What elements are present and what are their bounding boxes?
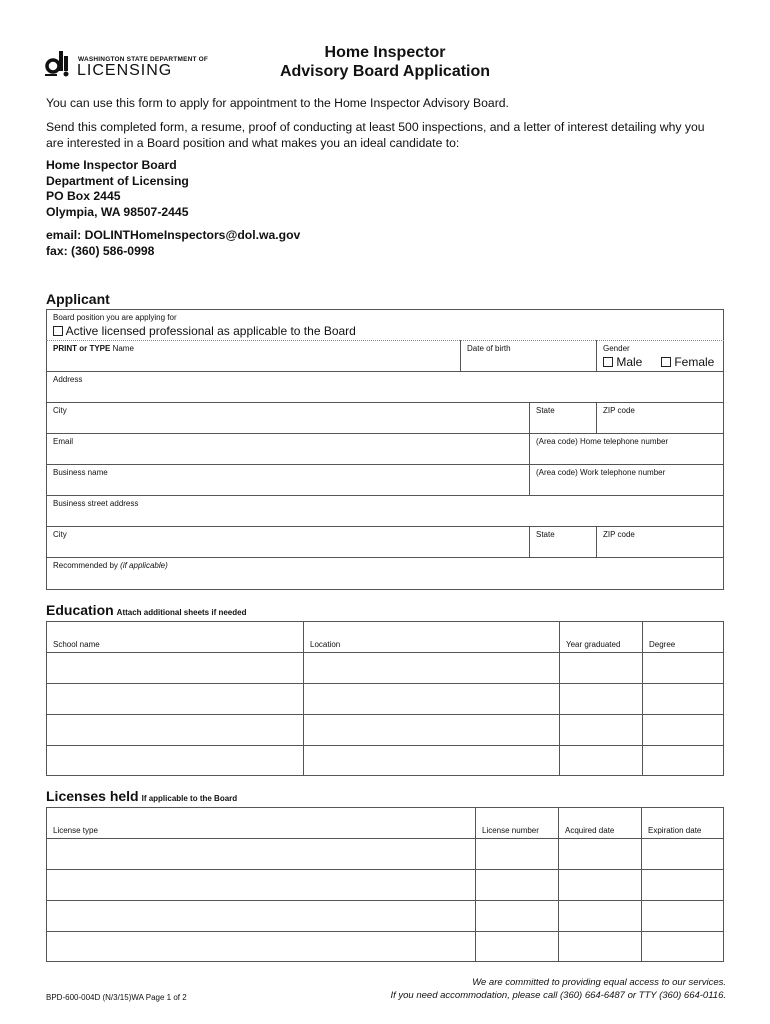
education-heading — [46, 602, 246, 618]
licenses-heading-text: Licenses held — [46, 788, 139, 804]
gender-label: Gender — [603, 344, 630, 353]
address-line3: PO Box 2445 — [46, 189, 121, 203]
gender-female-checkbox[interactable] — [661, 357, 671, 367]
licenses-col-license-number: License number — [482, 826, 539, 835]
applicant-heading: Applicant — [46, 291, 110, 307]
intro-instructions — [46, 120, 705, 151]
education-col-degree: Degree — [649, 640, 676, 649]
accessibility-line2: If you need accommodation, please call (360) 664-6487 or TTY (360) 664-0116. — [390, 989, 726, 1001]
form-id: BPD-600-004D (N/3/15)WA Page 1 of 2 — [46, 993, 187, 1002]
logo-licensing-text: LICENSING — [77, 62, 173, 79]
home-phone-field[interactable]: (Area code) Home telephone number — [536, 437, 669, 446]
intro-line: You can use this form to apply for appointment to the Home Inspector Advisory Board. — [46, 96, 509, 110]
education-heading-text: Education — [46, 602, 114, 618]
active-professional-checkbox[interactable] — [53, 326, 63, 336]
education-col-school-name: School name — [53, 640, 100, 649]
name-field[interactable] — [53, 344, 134, 353]
mailing-address — [46, 158, 189, 220]
accessibility-notice — [390, 977, 726, 1002]
logo-department-line: WASHINGTON STATE DEPARTMENT OF — [78, 56, 209, 63]
board-position-option-label: Active licensed professional as applicable to the Board — [65, 324, 356, 338]
gender-male-checkbox[interactable] — [603, 357, 613, 367]
recommended-by-label: Recommended by — [53, 561, 118, 570]
licenses-col-license-type: License type — [53, 826, 98, 835]
address-field[interactable]: Address — [53, 375, 83, 384]
name-label-bold: PRINT or TYPE — [53, 344, 111, 353]
education-col-location: Location — [310, 640, 341, 649]
education-table — [46, 621, 724, 776]
gender-female-label: Female — [674, 355, 715, 369]
address-line4: Olympia, WA 98507-2445 — [46, 204, 189, 219]
recommended-by-note: (if applicable) — [120, 561, 168, 570]
contact-info — [46, 228, 300, 259]
recommended-by-field[interactable] — [53, 561, 168, 570]
address-line2: Department of Licensing — [46, 173, 189, 188]
board-position-option[interactable] — [53, 324, 356, 338]
business-name-field[interactable]: Business name — [53, 468, 108, 477]
board-position-label: Board position you are applying for — [53, 313, 177, 322]
gender-male-label: Male — [616, 355, 643, 369]
dol-logo — [44, 50, 209, 82]
business-zip-code-field[interactable]: ZIP code — [603, 530, 635, 539]
education-col-year-graduated: Year graduated — [566, 640, 621, 649]
business-address-field[interactable]: Business street address — [53, 499, 139, 508]
gender-male-option[interactable] — [603, 355, 642, 369]
accessibility-line1: We are committed to providing equal access to our services. — [472, 977, 726, 988]
zip-code-field[interactable]: ZIP code — [603, 406, 635, 415]
licenses-col-expiration-date: Expiration date — [648, 826, 702, 835]
licenses-heading — [46, 788, 237, 804]
licenses-table — [46, 807, 724, 962]
date-of-birth-field[interactable]: Date of birth — [467, 344, 511, 353]
business-city-field[interactable]: City — [53, 530, 67, 539]
education-note: Attach additional sheets if needed — [116, 608, 247, 617]
intro-instructions-line1: Send this completed form, a resume, proof of conducting at least 500 inspections, and a letter of interest detailing why you — [46, 120, 705, 134]
dol-logo-icon — [44, 50, 74, 78]
address-line1: Home Inspector Board — [46, 158, 177, 172]
email-field[interactable]: Email — [53, 437, 74, 446]
form-title-line2: Advisory Board Application — [279, 63, 491, 80]
form-title — [235, 43, 535, 81]
gender-female-option[interactable] — [661, 355, 714, 369]
business-state-field[interactable]: State — [536, 530, 555, 539]
form-title-line1: Home Inspector — [324, 44, 446, 61]
contact-fax: fax: (360) 586-0998 — [46, 243, 155, 258]
work-phone-field[interactable]: (Area code) Work telephone number — [536, 468, 666, 477]
intro-instructions-line2: are interested in a Board position and what makes you an ideal candidate to: — [46, 135, 460, 150]
licenses-note: If applicable to the Board — [141, 794, 238, 803]
city-field[interactable]: City — [53, 406, 67, 415]
name-label: Name — [112, 344, 134, 353]
contact-email: email: DOLINTHomeInspectors@dol.wa.gov — [46, 228, 301, 242]
licenses-col-acquired-date: Acquired date — [565, 826, 615, 835]
state-field[interactable]: State — [536, 406, 555, 415]
